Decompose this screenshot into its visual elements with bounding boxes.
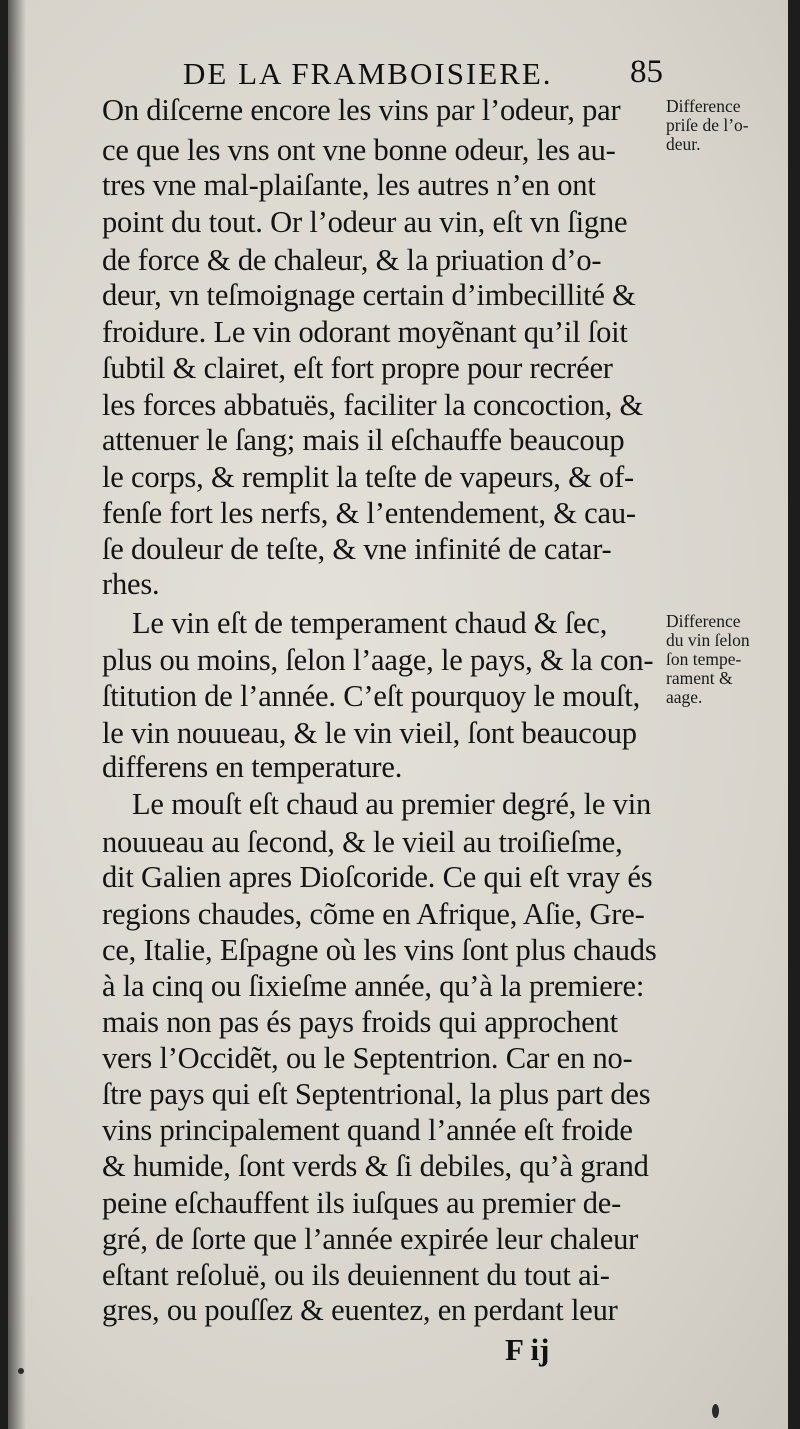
text-line: point du tout. Or l’odeur au vin, eſt vn ſigne: [102, 205, 628, 239]
text-line: ſubtil & clairet, eſt fort propre pour recréer: [102, 351, 613, 385]
margin-note-line: rament &: [666, 668, 733, 688]
text-line: plus ou moins, ſelon l’aage, le pays, & la con-: [102, 643, 654, 677]
gutter-shadow: [8, 0, 26, 1429]
margin-note-line: du vin ſelon: [666, 630, 750, 650]
text-line: gré, de ſorte que l’année expirée leur chaleur: [102, 1222, 639, 1256]
text-line: mais non pas és pays froids qui approchent: [102, 1005, 618, 1039]
text-line: tres vne mal-plaiſante, les autres n’en ont: [102, 168, 596, 202]
text-line: ce que les vns ont vne bonne odeur, les au-: [102, 133, 616, 167]
text-line: Le mouſt eſt chaud au premier degré, le vin: [132, 787, 652, 821]
text-line: ſe douleur de teſte, & vne infinité de catar-: [102, 532, 612, 566]
margin-note-temperament: [666, 612, 796, 707]
text-line: ſtre pays qui eſt Septentrional, la plus part des: [102, 1077, 651, 1111]
text-line: deur, vn teſmoignage certain d’imbecillité &: [102, 278, 636, 312]
text-line: differens en temperature.: [102, 750, 403, 784]
text-line: de force & de chaleur, & la priuation d’o-: [102, 243, 602, 277]
margin-note-line: deur.: [666, 134, 701, 154]
text-line: Le vin eſt de temperament chaud & ſec,: [132, 606, 608, 640]
margin-note-line: aage.: [666, 687, 703, 707]
text-line: On diſcerne encore les vins par l’odeur, par: [102, 93, 621, 127]
ink-spot: [18, 1368, 24, 1374]
text-line: froidure. Le vin odorant moyẽnant qu’il ſoit: [102, 315, 628, 349]
text-line: dit Galien apres Dioſcoride. Ce qui eſt vray és: [102, 860, 653, 894]
margin-note-line: Difference: [666, 611, 741, 631]
text-line: nouueau au ſecond, & le vieil au troiſieſme,: [102, 825, 623, 859]
running-title: DE LA FRAMBOISIERE.: [183, 56, 553, 91]
text-line: attenuer le ſang; mais il eſchauffe beaucoup: [102, 423, 625, 457]
book-page: [8, 0, 788, 1429]
text-line: fenſe fort les nerfs, & l’entendement, & cau-: [102, 496, 636, 530]
margin-note-odeur: [666, 97, 796, 154]
page-number: 85: [630, 54, 663, 90]
text-line: rhes.: [102, 567, 160, 601]
text-line: le corps, & remplit la teſte de vapeurs, & of-: [102, 460, 634, 494]
text-line: vins principalement quand l’année eſt froide: [102, 1113, 633, 1147]
margin-note-line: priſe de l’o-: [666, 115, 749, 135]
text-line: & humide, ſont verds & ſi debiles, qu’à grand: [102, 1149, 649, 1183]
signature-mark: F ij: [505, 1332, 550, 1367]
margin-note-line: ſon tempe-: [666, 649, 742, 669]
text-line: gres, ou pouſſez & euentez, en perdant leur: [102, 1293, 618, 1327]
text-line: vers l’Occidẽt, ou le Septentrion. Car en no-: [102, 1041, 633, 1075]
text-line: ce, Italie, Eſpagne où les vins ſont plus chauds: [102, 933, 657, 967]
text-line: peine eſchauffent ils iuſques au premier de-: [102, 1186, 622, 1220]
ink-spot: [712, 1404, 719, 1418]
text-line: eſtant reſoluë, ou ils deuiennent du tout ai-: [102, 1258, 610, 1292]
text-line: le vin nouueau, & le vin vieil, ſont beaucoup: [102, 716, 637, 750]
text-line: les forces abbatuës, faciliter la concoction, &: [102, 388, 644, 422]
text-line: ſtitution de l’année. C’eſt pourquoy le mouſt,: [102, 679, 640, 713]
text-line: à la cinq ou ſixieſme année, qu’à la premiere:: [102, 969, 645, 1003]
margin-note-line: Difference: [666, 96, 741, 116]
text-line: regions chaudes, cõme en Afrique, Aſie, Gre-: [102, 897, 645, 931]
